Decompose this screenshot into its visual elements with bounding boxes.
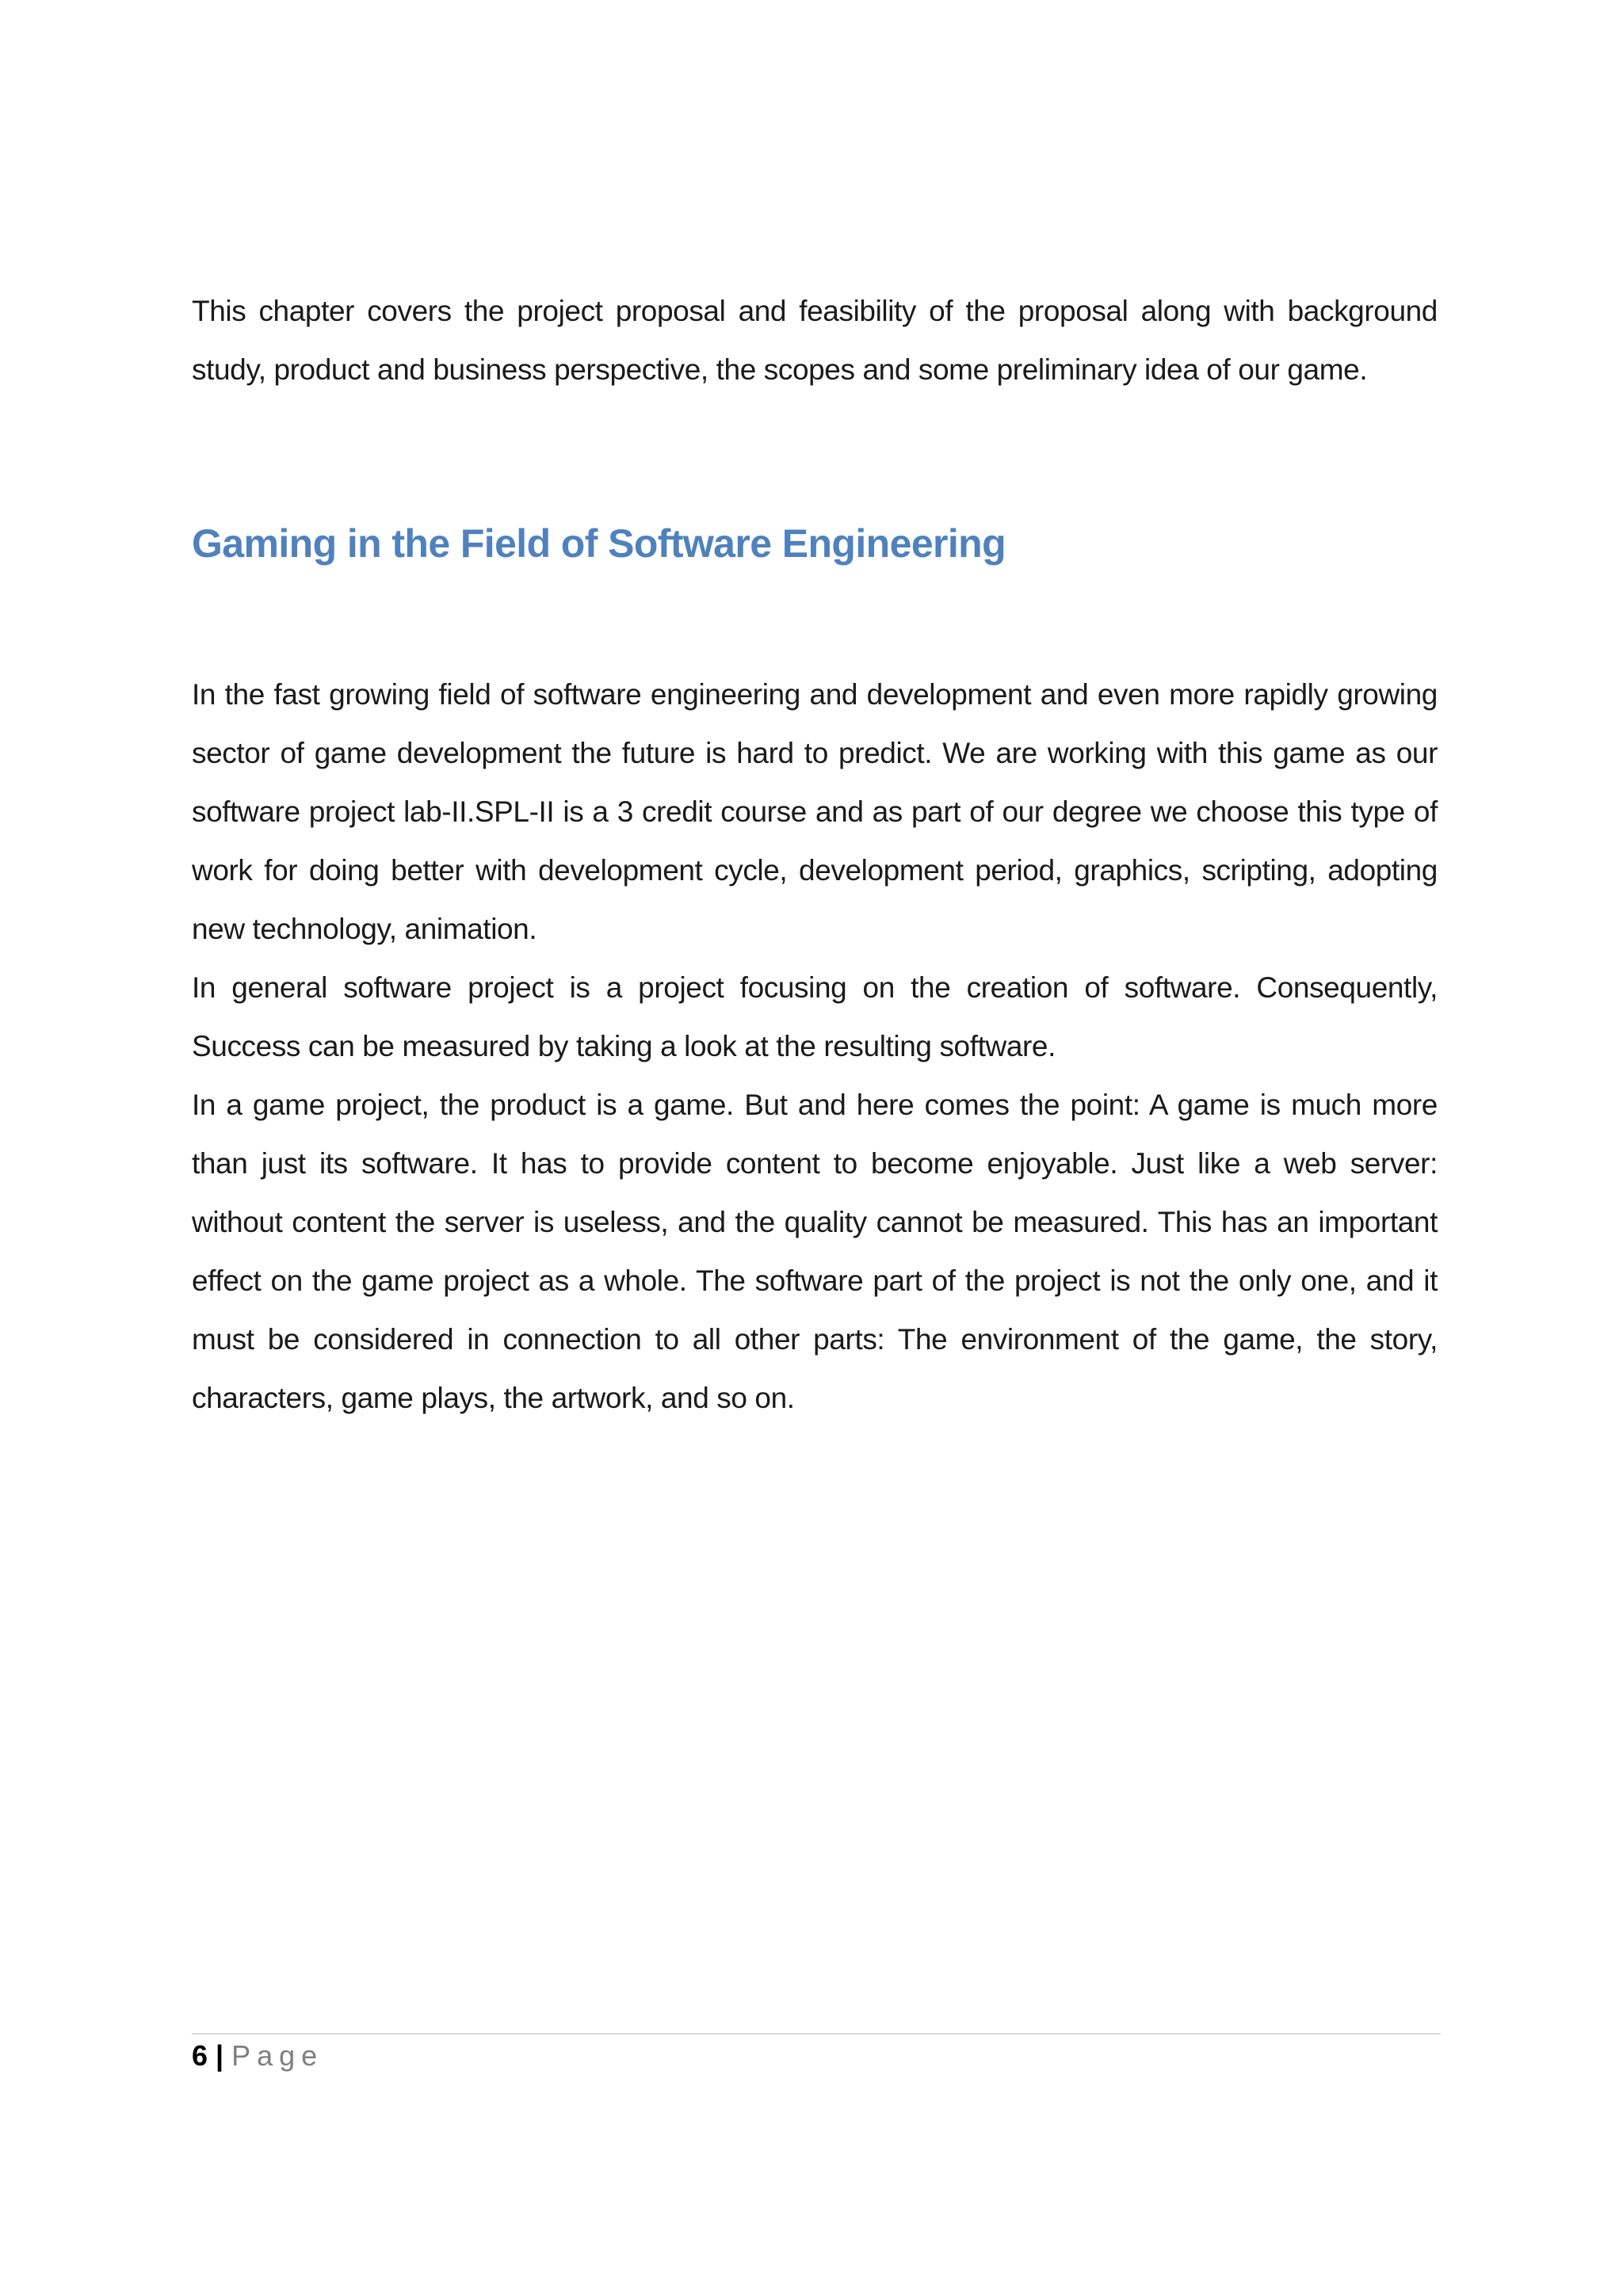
body-paragraph-3: In a game project, the product is a game. But and here comes the point: A game is much more than just its software. It has to provide content to become enjoyable. Just like a web server: without content the server is useless, and the quality cannot be measured. This has an important effect on the game project as a whole. The software part of the project is not the only one, and it must be considered in connection to all other parts: The environment of the game, the story, characters, game plays, the artwork, and so on.	[192, 1089, 1438, 1414]
footer-divider	[192, 2033, 1441, 2035]
body-paragraph-2: In general software project is a project focusing on the creation of software. Consequently, Success can be measured by taking a look at the resulting software.	[192, 971, 1438, 1062]
page-number: 6	[192, 2039, 208, 2072]
section-heading: Gaming in the Field of Software Engineering	[192, 521, 1006, 566]
body-paragraph-1: In the fast growing field of software engineering and development and even more rapidly growing sector of game development the future is hard to predict. We are working with this game as our software project lab-II.SPL-II is a 3 credit course and as part of our degree we choose this type of work for doing better with development cycle, development period, graphics, scripting, adopting new technology, animation.	[192, 678, 1438, 945]
intro-section	[192, 282, 1438, 399]
footer-separator: |	[216, 2039, 224, 2072]
page-label: Page	[231, 2039, 324, 2072]
intro-paragraph: This chapter covers the project proposal and feasibility of the proposal along with background study, product and business perspective, the scopes and some preliminary idea of our game.	[192, 295, 1438, 386]
section-body	[192, 666, 1438, 1428]
page-footer	[192, 2036, 323, 2076]
